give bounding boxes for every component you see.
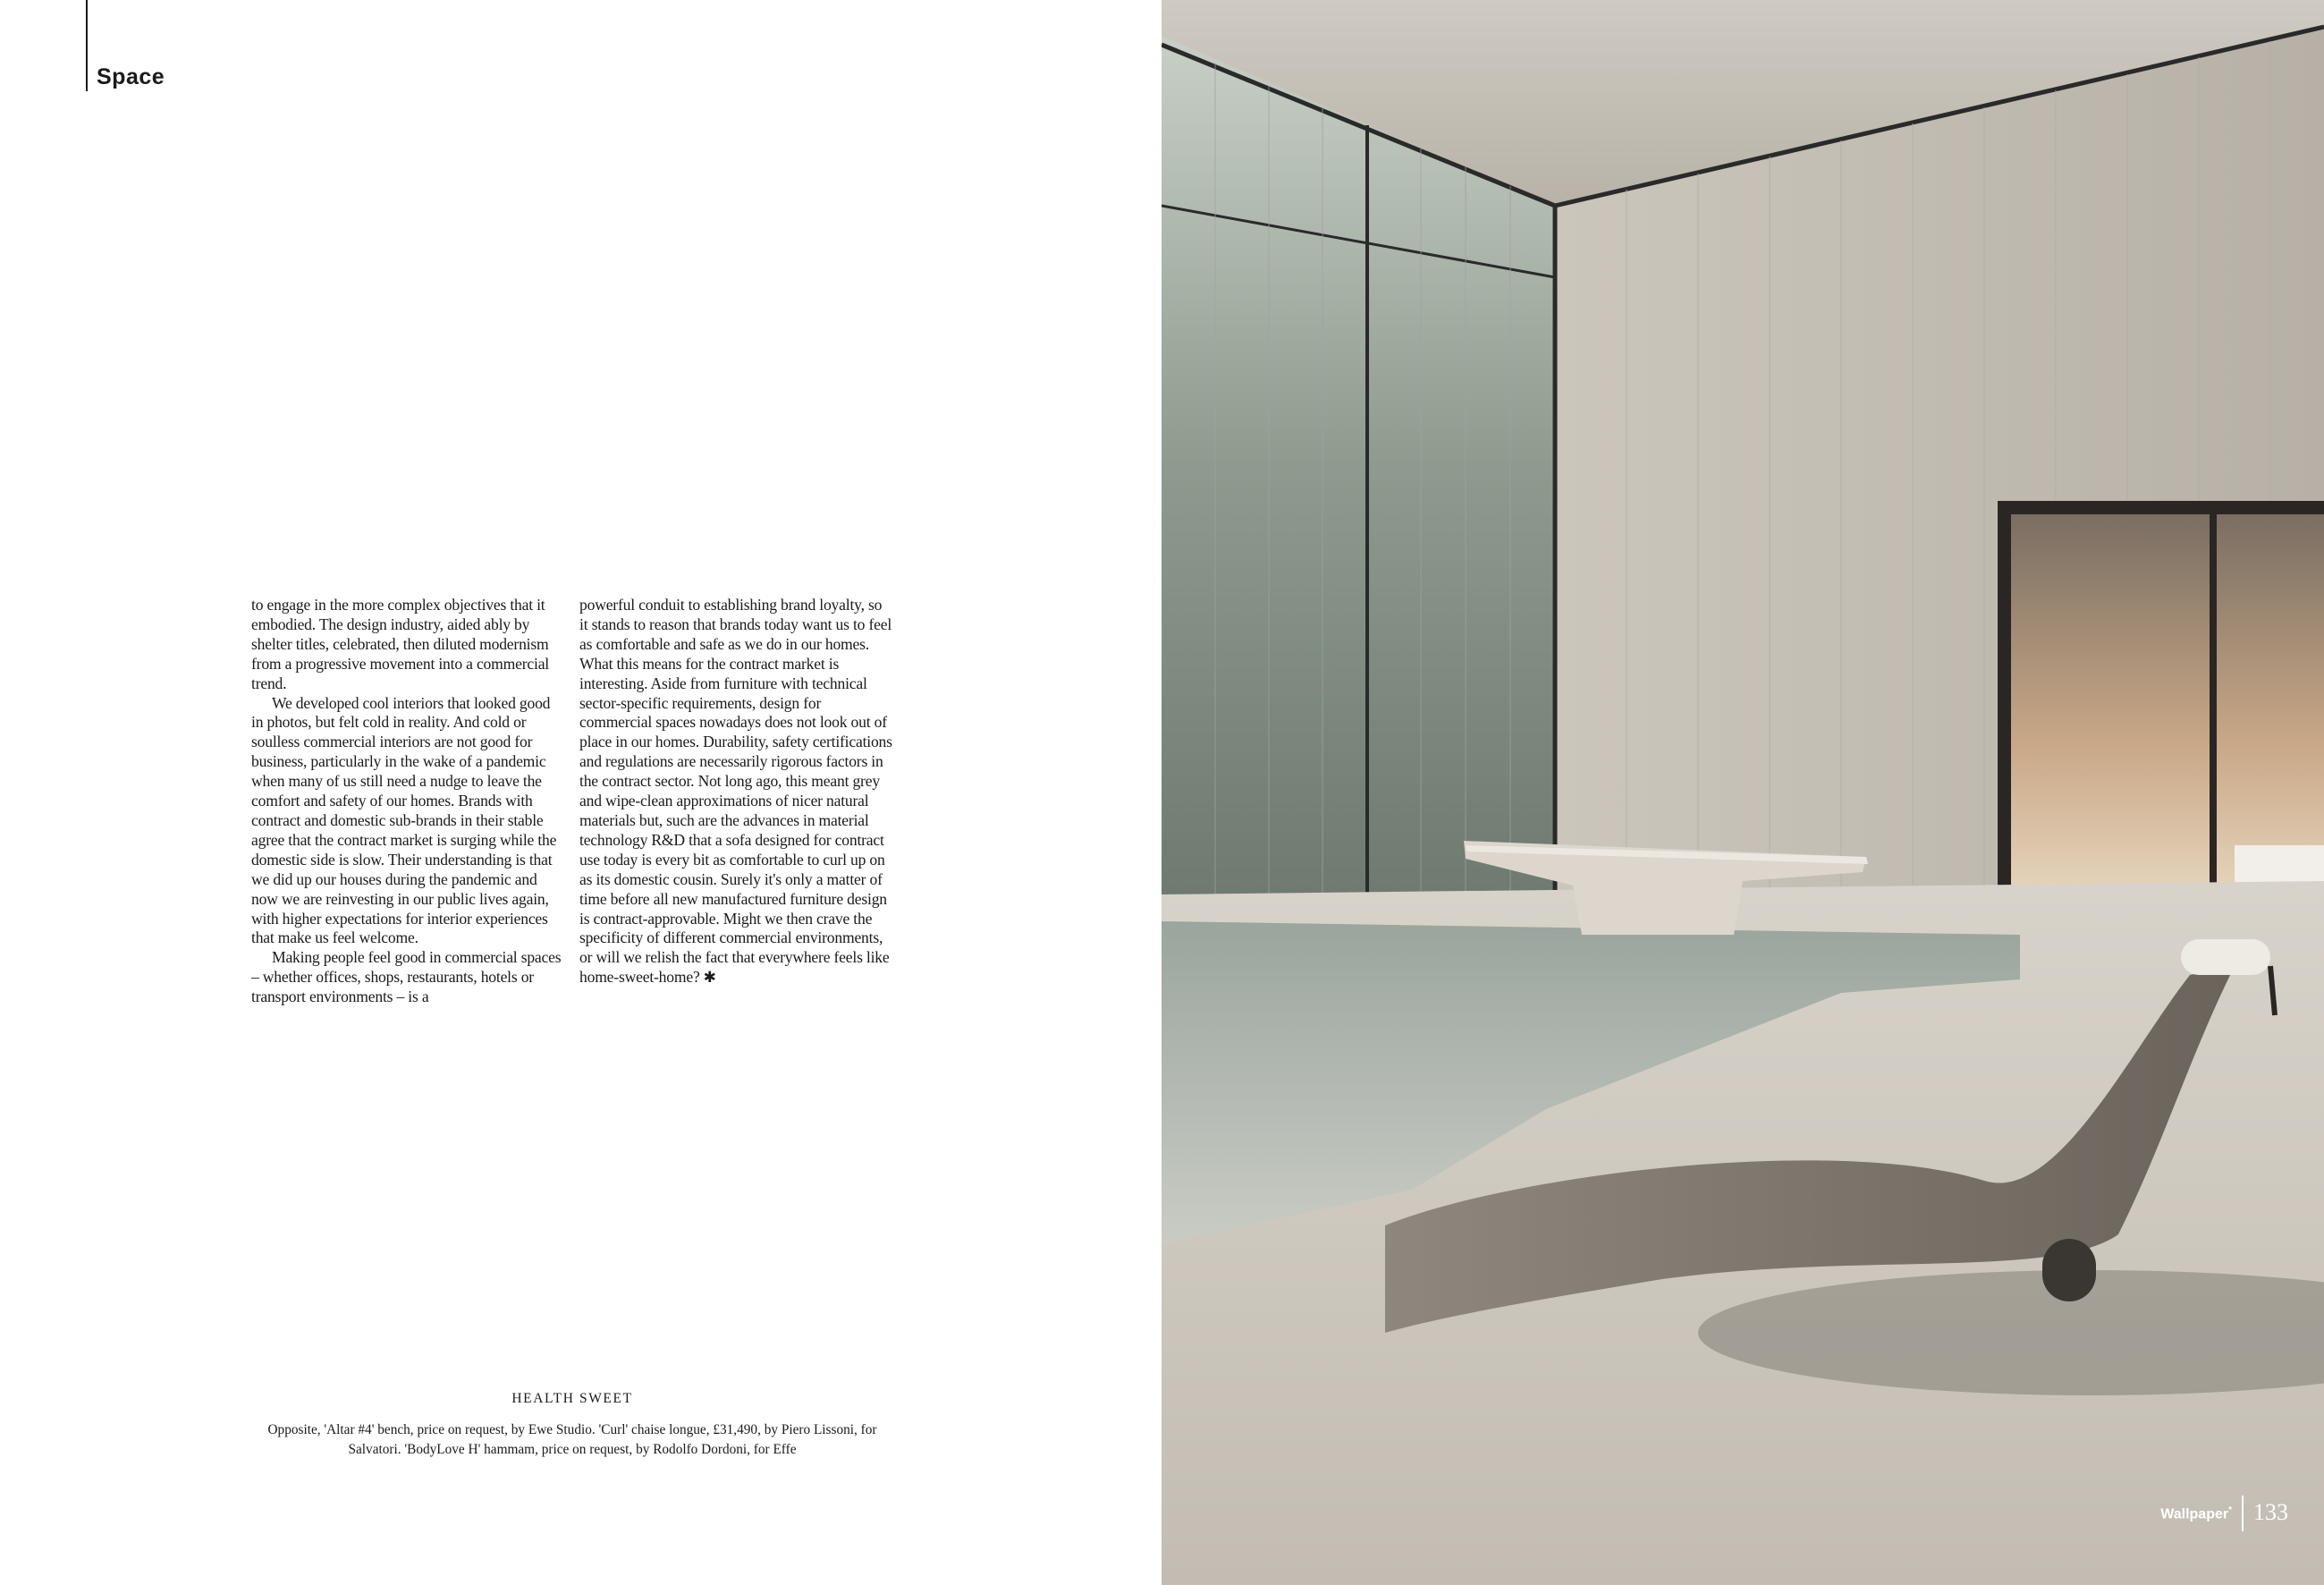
paragraph-text: powerful conduit to establishing brand loyalty, so it stands to reason that brands today want us to feel as comfortable and safe as we do in our homes. What this means for the contract market is interesting. Aside from furniture with technical sector-specific requirements, design for commercial spaces nowadays does not look out of place in our homes. Durability, safety certifications and regulations are necessarily rigorous factors in the contract sector. Not long ago, this meant grey and wipe-clean approximations of nicer natural materials but, such are the advances in material technology R&D that a sofa designed for contract use today is every bit as comfortable to curl up on as its domestic cousin. Surely it's only a matter of time before all new manufactured furniture design is contract-approvable. Might we then crave the specificity of different commercial environments, or will we relish the fact that everywhere feels like home-sweet-home? bbox=[579, 596, 892, 987]
paragraph bbox=[579, 596, 892, 988]
paragraph: We developed cool interiors that looked good in photos, but felt cold in reality. And cold or soulless commercial interiors are not good for business, particularly in the wake of a pandemic when many of us still need a nudge to leave the comfort and safety of our homes. Brands with contract and domestic sub-brands in their stable agree that the contract market is surging while the domestic side is slow. Their understanding is that we did up our houses during the pandemic and now we are reinvesting in our public lives again, with higher expectations for interior experiences that make us feel welcome. bbox=[251, 693, 557, 947]
caption-heading: HEALTH SWEET bbox=[511, 1391, 633, 1406]
paragraph: Making people feel good in commercial spaces – whether offices, shops, restaurants, hotels or transport environments – is a bbox=[251, 948, 562, 1006]
paragraph: to engage in the more complex objectives that it embodied. The design industry, aided ably by shelter titles, celebrated, then diluted modernism from a progressive movement into a commercial trend. bbox=[251, 596, 549, 692]
footer-brand bbox=[2160, 1505, 2232, 1522]
page-number: 133 bbox=[2253, 1499, 2288, 1525]
footer-rule bbox=[2242, 1496, 2244, 1531]
brand-mark: * bbox=[2228, 1505, 2232, 1515]
spa-illustration bbox=[1162, 0, 2324, 1585]
article-column-1 bbox=[251, 596, 564, 1007]
brand-name: Wallpaper bbox=[2160, 1506, 2229, 1522]
photo-spa-interior bbox=[1162, 0, 2324, 1585]
section-rule bbox=[86, 0, 88, 91]
article-column-2 bbox=[579, 596, 892, 988]
caption-body: Opposite, 'Altar #4' bench, price on request, by Ewe Studio. 'Curl' chaise longue, £31,490, by Piero Lissoni, for Salvatori. 'BodyLove H' hammam, price on request, by Rodolfo Dordoni, for Effe bbox=[267, 1422, 877, 1457]
end-mark-icon: ✱ bbox=[703, 969, 716, 987]
section-label: Space bbox=[97, 64, 165, 89]
